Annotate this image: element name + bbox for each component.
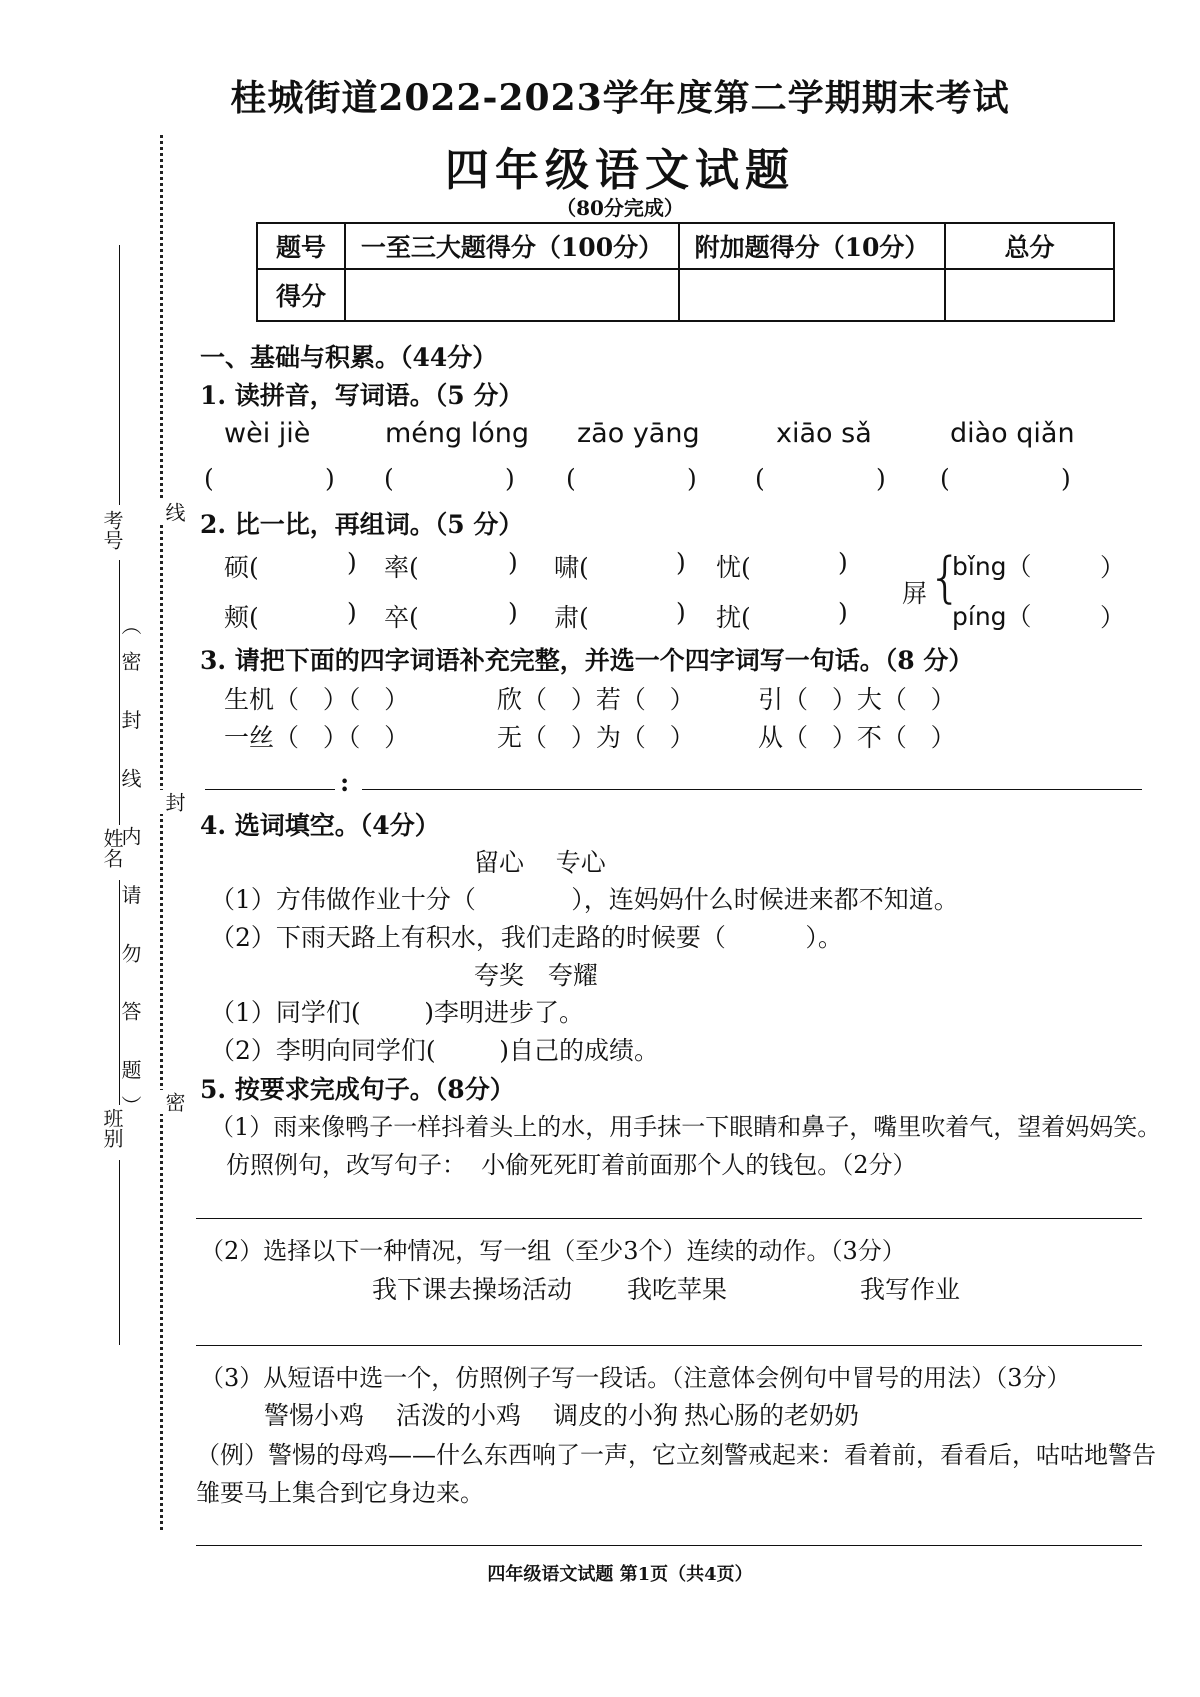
kaohao-line (119, 245, 120, 505)
q3-answer-word-line[interactable] (205, 789, 335, 790)
q2-item-4b[interactable]: 扰( (716, 603, 751, 632)
q2-item-3a[interactable]: 啸( (554, 553, 589, 582)
score-table (256, 222, 1115, 322)
q2-close-1a: ) (347, 548, 357, 577)
seal-dotted-line (160, 135, 163, 1530)
q3-title: 3. 请把下面的四字词语补充完整，并选一个四字词写一句话。（8 分） (200, 646, 974, 675)
q3-answer-sentence-line[interactable] (362, 789, 1142, 790)
q1-pinyin-2: méng lóng (385, 418, 530, 449)
time-note: （80分完成） (556, 196, 684, 220)
q5-part3-instruction: （3）从短语中选一个，仿照例子写一段话。（注意体会例句中冒号的用法）（3分） (200, 1364, 1071, 1392)
q3-idiom-2[interactable]: 欣（ ）若（ ） (497, 685, 695, 714)
q4-sentence-2[interactable]: （2）下雨天路上有积水，我们走路的时候要（ ）。 (210, 923, 843, 952)
q1-pinyin-5: diào qiǎn (950, 418, 1075, 449)
label-xingming: 姓名 (100, 828, 124, 868)
q4-sentence-4[interactable]: （2）李明向同学们( )自己的成绩。 (210, 1036, 659, 1065)
q2-close-2b: ) (508, 598, 518, 627)
q2-close-3b: ) (676, 598, 686, 627)
q2-item-1a[interactable]: 硕( (224, 553, 259, 582)
page-footer: 四年级语文试题 第1页（共4页） (487, 1564, 753, 1585)
seal-mark-xian: 线 (160, 500, 189, 524)
q2-item-4a[interactable]: 忧( (716, 553, 751, 582)
q4-word-choices-1: 留心 专心 (474, 848, 606, 877)
q1-pinyin-4: xiāo sǎ (776, 418, 872, 449)
q3-idiom-3[interactable]: 引（ ）大（ ） (758, 685, 956, 714)
q3-idiom-1[interactable]: 生机（ ）（ ） (224, 685, 410, 714)
q4-sentence-3[interactable]: （1）同学们( )李明进步了。 (210, 998, 584, 1027)
section-heading: 一、基础与积累。（44分） (200, 343, 498, 372)
label-kaohao: 考号 (100, 510, 124, 550)
seal-warning: （密 封 线 内 请 勿 答 题） (118, 615, 142, 1132)
q4-title: 4. 选词填空。（4分） (200, 811, 440, 840)
seal-mark-feng: 封 (160, 790, 189, 814)
q5-phrase-3: 调皮的小狗 (553, 1401, 679, 1430)
q5-option-homework: 我写作业 (860, 1275, 961, 1304)
q1-pinyin-1: wèi jiè (224, 418, 311, 449)
q5-rewrite-instruction: 仿照例句，改写句子： 小偷死死盯着前面那个人的钱包。（2分） (226, 1151, 917, 1179)
q4-sentence-1[interactable]: （1）方伟做作业十分（ ），连妈妈什么时候进来都不知道。 (210, 885, 959, 914)
q5-example-paragraph-2: 雏要马上集合到它身边来。 (196, 1479, 484, 1507)
q2-ping-char: 屏 (902, 579, 928, 608)
exam-title: 桂城街道2022-2023学年度第二学期期末考试 (230, 77, 1010, 119)
score-cell-main[interactable] (345, 269, 679, 321)
q5-answer-line-2[interactable] (196, 1345, 1142, 1346)
score-header-extra: 附加题得分（10分） (679, 223, 945, 269)
q5-part2-instruction: （2）选择以下一种情况，写一组（至少3个）连续的动作。（3分） (200, 1237, 906, 1265)
q2-title: 2. 比一比，再组词。（5 分） (200, 510, 524, 539)
q2-close-4b: ) (838, 598, 848, 627)
q3-idiom-5[interactable]: 无（ ）为（ ） (497, 723, 695, 752)
q1-blank-4[interactable]: ( ) (755, 464, 886, 493)
seal-mark-mi: 密 (160, 1090, 189, 1114)
score-row-label: 得分 (257, 269, 345, 321)
exam-subtitle: 四年级语文试题 (445, 145, 795, 196)
q5-answer-line-1[interactable] (196, 1218, 1142, 1219)
q2-close-4a: ) (838, 548, 848, 577)
q5-phrase-2: 活泼的小鸡 (396, 1401, 522, 1430)
q5-phrase-1: 警惕小鸡 (264, 1401, 365, 1430)
q4-word-choices-2: 夸奖 夸耀 (474, 961, 598, 990)
q5-example-sentence: （1）雨来像鸭子一样抖着头上的水，用手抹一下眼睛和鼻子，嘴里吹着气，望着妈妈笑。 (210, 1113, 1162, 1141)
q2-close-1b: ) (347, 598, 357, 627)
score-header-main: 一至三大题得分（100分） (345, 223, 679, 269)
q1-title: 1. 读拼音，写词语。（5 分） (200, 381, 524, 410)
q1-blank-5[interactable]: ( ) (940, 464, 1071, 493)
q5-phrase-4: 热心肠的老奶奶 (684, 1401, 860, 1430)
q2-ping-1[interactable]: bǐng（ (952, 552, 1032, 581)
q2-close-3a: ) (676, 548, 686, 577)
q1-blank-2[interactable]: ( ) (384, 464, 515, 493)
q2-item-2a[interactable]: 率( (384, 553, 419, 582)
q2-ping-close-2: ） (1100, 603, 1126, 632)
score-header-number: 题号 (257, 223, 345, 269)
q5-title: 5. 按要求完成句子。（8分） (200, 1075, 515, 1104)
q2-ping-2[interactable]: píng（ (952, 602, 1032, 631)
q1-pinyin-3: zāo yāng (577, 418, 700, 449)
q5-example-paragraph-1: （例）警惕的母鸡——什么东西响了一声，它立刻警戒起来：看着前，看看后，咕咕地警告 (196, 1441, 1156, 1469)
q5-option-apple: 我吃苹果 (627, 1275, 728, 1304)
q2-item-3b[interactable]: 肃( (554, 603, 589, 632)
q2-item-2b[interactable]: 卒( (384, 603, 419, 632)
q5-option-playground: 我下课去操场活动 (372, 1275, 573, 1304)
q2-ping-close-1: ） (1100, 553, 1126, 582)
score-header-total: 总分 (945, 223, 1114, 269)
q3-colon: : (340, 768, 350, 797)
q3-idiom-6[interactable]: 从（ ）不（ ） (758, 723, 956, 752)
extra-line (119, 1160, 120, 1345)
score-cell-total[interactable] (945, 269, 1114, 321)
score-cell-extra[interactable] (679, 269, 945, 321)
label-banbie: 班别 (100, 1108, 124, 1148)
q2-item-1b[interactable]: 颊( (224, 603, 259, 632)
q2-brace: { (928, 546, 963, 609)
q3-idiom-4[interactable]: 一丝（ ）（ ） (224, 723, 410, 752)
q1-blank-1[interactable]: ( ) (204, 464, 335, 493)
q2-close-2a: ) (508, 548, 518, 577)
q5-answer-line-3[interactable] (196, 1545, 1142, 1546)
q1-blank-3[interactable]: ( ) (566, 464, 697, 493)
